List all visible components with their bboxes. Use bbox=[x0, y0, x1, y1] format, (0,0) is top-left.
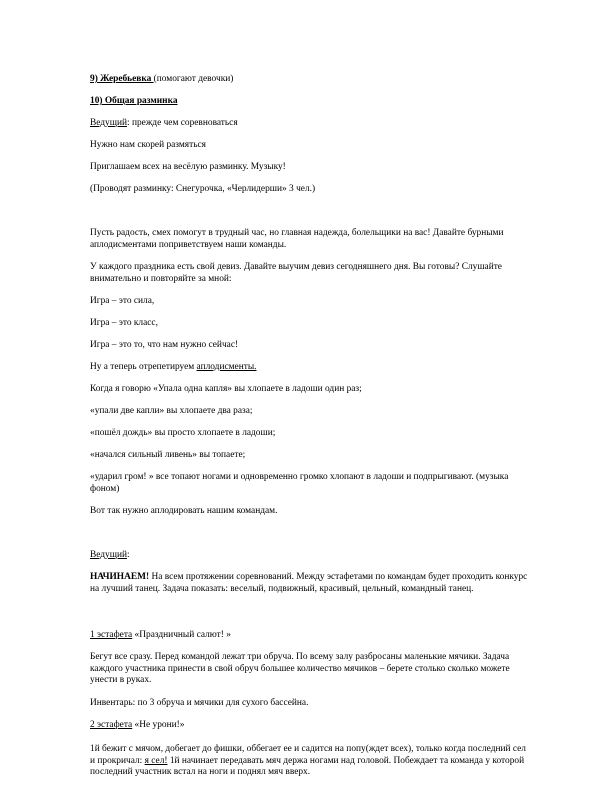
chant-line: Игра – это то, что нам нужно сейчас! bbox=[90, 340, 239, 350]
paragraph: Пусть радость, смех помогут в трудный час, но главная надежда, болельщики на вас! Давайте бурными аплодисментами поприветствуем наши команды. bbox=[90, 228, 504, 250]
text-line: Ну а теперь отрепетируем аплодисменты. bbox=[90, 362, 257, 372]
text-line: (Проводят разминку: Снегурочка, «Черлидерши» 3 чел.) bbox=[90, 184, 316, 194]
item-10-heading: 10) Общая разминка bbox=[90, 96, 178, 106]
paragraph: У каждого праздника есть свой девиз. Давайте выучим девиз сегодняшнего дня. Вы готовы? Слушайте внимательно и повторяйте за мной: bbox=[90, 262, 502, 284]
paragraph: Бегут все сразу. Перед командой лежат три обруча. По всему залу разбросаны маленькие мячики. Задача каждого участника принести в свой обруч большее количество мячиков – берете столько сколько можете унести в руках. bbox=[90, 652, 510, 685]
item-9-heading: 9) Жеребьевка (помогают девочки) bbox=[90, 74, 234, 84]
chant-line: Игра – это класс, bbox=[90, 318, 158, 328]
host-line-1: Ведущий: прежде чем соревноваться bbox=[90, 118, 238, 128]
paragraph: НАЧИНАЕМ! На всем протяжении соревнований. Между эстафетами по командам будет проходить конкурс на лучший танец. Задача показать: веселый, подвижный, красивый, цельный, командный танец. bbox=[90, 572, 528, 594]
text-line: «пошёл дождь» вы просто хлопаете в ладоши; bbox=[90, 428, 276, 438]
text-line: «упали две капли» вы хлопаете два раза; bbox=[90, 406, 253, 416]
text-line: «начался сильный ливень» вы топаете; bbox=[90, 450, 246, 460]
text-line: Инвентарь: по 3 обруча и мячики для сухого бассейна. bbox=[90, 698, 309, 708]
paragraph: «ударил гром! » все топают ногами и одновременно громко хлопают в ладоши и подпрыгивают. (музыка фоном) bbox=[90, 472, 509, 494]
relay-2-heading: 2 эстафета «Не урони!» bbox=[90, 720, 185, 730]
text-line: Вот так нужно аплодировать нашим командам. bbox=[90, 506, 278, 516]
text-line: Приглашаем всех на весёлую разминку. Музыку! bbox=[90, 162, 286, 172]
relay-1-heading: 1 эстафета «Праздничный салют! » bbox=[90, 630, 231, 640]
chant-line: Игра – это сила, bbox=[90, 296, 155, 306]
text-line: Нужно нам скорей размяться bbox=[90, 140, 206, 150]
text-line: Когда я говорю «Упала одна капля» вы хлопаете в ладоши один раз; bbox=[90, 384, 362, 394]
paragraph: 1й бежит с мячом, добегает до фишки, оббегает ее и садится на попу(ждет всех), только когда последний сел и прокричал: я сел! 1й начинает передавать мяч держа ногами над головой. Побеждает та команда у которой последний участник встал на ноги и поднял мяч вверх. bbox=[90, 744, 526, 777]
host-line-2: Ведущий: bbox=[90, 550, 130, 560]
